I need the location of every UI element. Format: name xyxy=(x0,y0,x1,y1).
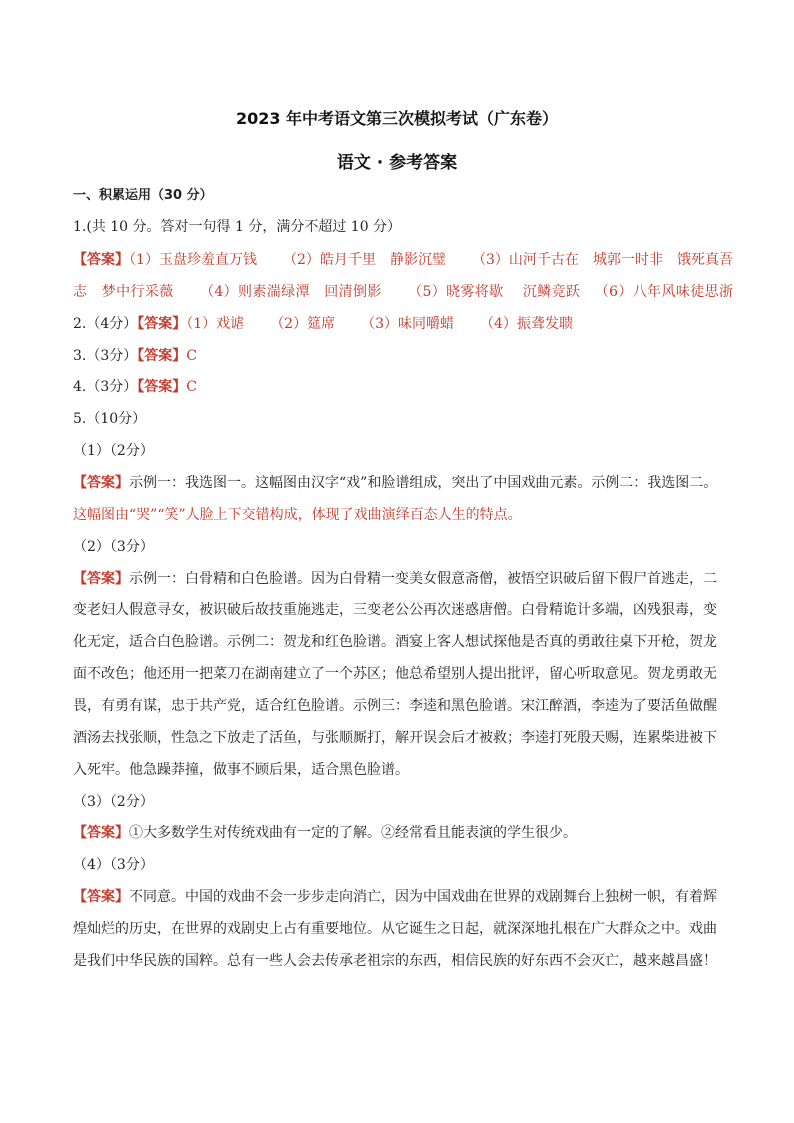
question-5-part-2-label: （2）（3分） xyxy=(73,539,154,555)
question-5-part-2-answer: 【答案】示例一：白骨精和白色脸谱。因为白骨精一变美女假意斋僧，被悟空识破后留下假尸首逃走，二 xyxy=(73,571,717,587)
answer-tag: 【答案】 xyxy=(73,825,129,841)
question-1-answer-line-2: 志 梦中行采薇 （4）则素湍绿潭 回清倒影 （5）晓雾将歇 沉鳞竞跃 （6）八年风味徒思浙 xyxy=(73,284,733,300)
question-5-part-4-answer: 【答案】不同意。中国的戏曲不会一步步走向消亡，因为中国戏曲在世界的戏剧舞台上独树一帜，有着辉 xyxy=(73,889,717,905)
page-title: 2023 年中考语文第三次模拟考试（广东卷） xyxy=(235,109,559,128)
question-5-stem: 5.（10分） xyxy=(73,411,147,427)
question-1-answer-line-1: 【答案】（1）玉盘珍羞直万钱 （2）皓月千里 静影沉璧 （3）山河千古在 城郭一时非 饿死真吾 xyxy=(73,252,733,268)
answer-tag: 【答案】 xyxy=(73,571,129,587)
answer-text-line: 面不改色；他还用一把菜刀在湖南建立了一个苏区；他总希望别人提出批评，留心听取意见。贺龙勇敢无 xyxy=(73,666,717,682)
answer-tag: 【答案】 xyxy=(73,252,130,268)
answer-tag: 【答案】 xyxy=(137,348,187,364)
answer-tag: 【答案】 xyxy=(137,379,187,395)
question-3: 3.（3分）【答案】C xyxy=(73,348,197,364)
question-5-part-4-label: （4）（3分） xyxy=(73,857,154,873)
answer-text-line: 畏，有勇有谋，忠于共产党，适合红色脸谱。示例三：李逵和黑色脸谱。宋江醉酒，李逵为了要活鱼做醒 xyxy=(73,698,717,714)
question-5-part-1-label: （1）（2分） xyxy=(73,443,154,459)
answer-text-line: 化无定，适合白色脸谱。示例二：贺龙和红色脸谱。酒宴上客人想试探他是否真的勇敢往桌下开枪，贺龙 xyxy=(73,634,717,650)
question-5-part-1-answer-cont: 这幅图由“哭”“笑”人脸上下交错构成，体现了戏曲演绎百态人生的特点。 xyxy=(73,507,522,523)
answer-tag: 【答案】 xyxy=(73,889,129,905)
question-5-part-3-answer: 【答案】①大多数学生对传统戏曲有一定的了解。②经常看且能表演的学生很少。 xyxy=(73,825,577,841)
answer-text-line: 是我们中华民族的国粹。总有一些人会去传承老祖宗的东西，相信民族的好东西不会灭亡，越来越昌盛！ xyxy=(73,953,717,969)
answer-text-line: 煌灿烂的历史，在世界的戏剧史上占有重要地位。从它诞生之日起，就深深地扎根在广大群众之中。戏曲 xyxy=(73,921,717,937)
section-heading: 一、积累运用（30 分） xyxy=(73,188,213,203)
answer-text-line: 入死牢。他急躁莽撞，做事不顾后果，适合黑色脸谱。 xyxy=(73,762,409,778)
answer-text-line: 变老妇人假意寻女，被识破后故技重施逃走，三变老公公再次迷惑唐僧。白骨精诡计多端，凶残狠毒，变 xyxy=(73,602,717,618)
answer-tag: 【答案】 xyxy=(137,316,187,332)
question-5-part-3-label: （3）（2分） xyxy=(73,794,154,810)
question-1-stem: 1.(共 10 分。答对一句得 1 分，满分不超过 10 分） xyxy=(73,219,402,235)
answer-tag: 【答案】 xyxy=(73,475,129,491)
question-4: 4.（3分）【答案】C xyxy=(73,379,197,395)
question-5-part-1-answer: 【答案】示例一：我选图一。这幅图由汉字“戏”和脸谱组成，突出了中国戏曲元素。示例二：我选图二。 xyxy=(73,475,718,491)
question-2: 2.（4分）【答案】（1）戏谑 （2）筵席 （3）味同嚼蜡 （4）振聋发聩 xyxy=(73,316,573,332)
answer-text-line: 酒汤去找张顺，性急之下放走了活鱼，与张顺厮打，解开误会后才被救；李逵打死殷天赐，连累柴进被下 xyxy=(73,730,717,746)
page-subtitle: 语文 · 参考答案 xyxy=(336,153,458,173)
